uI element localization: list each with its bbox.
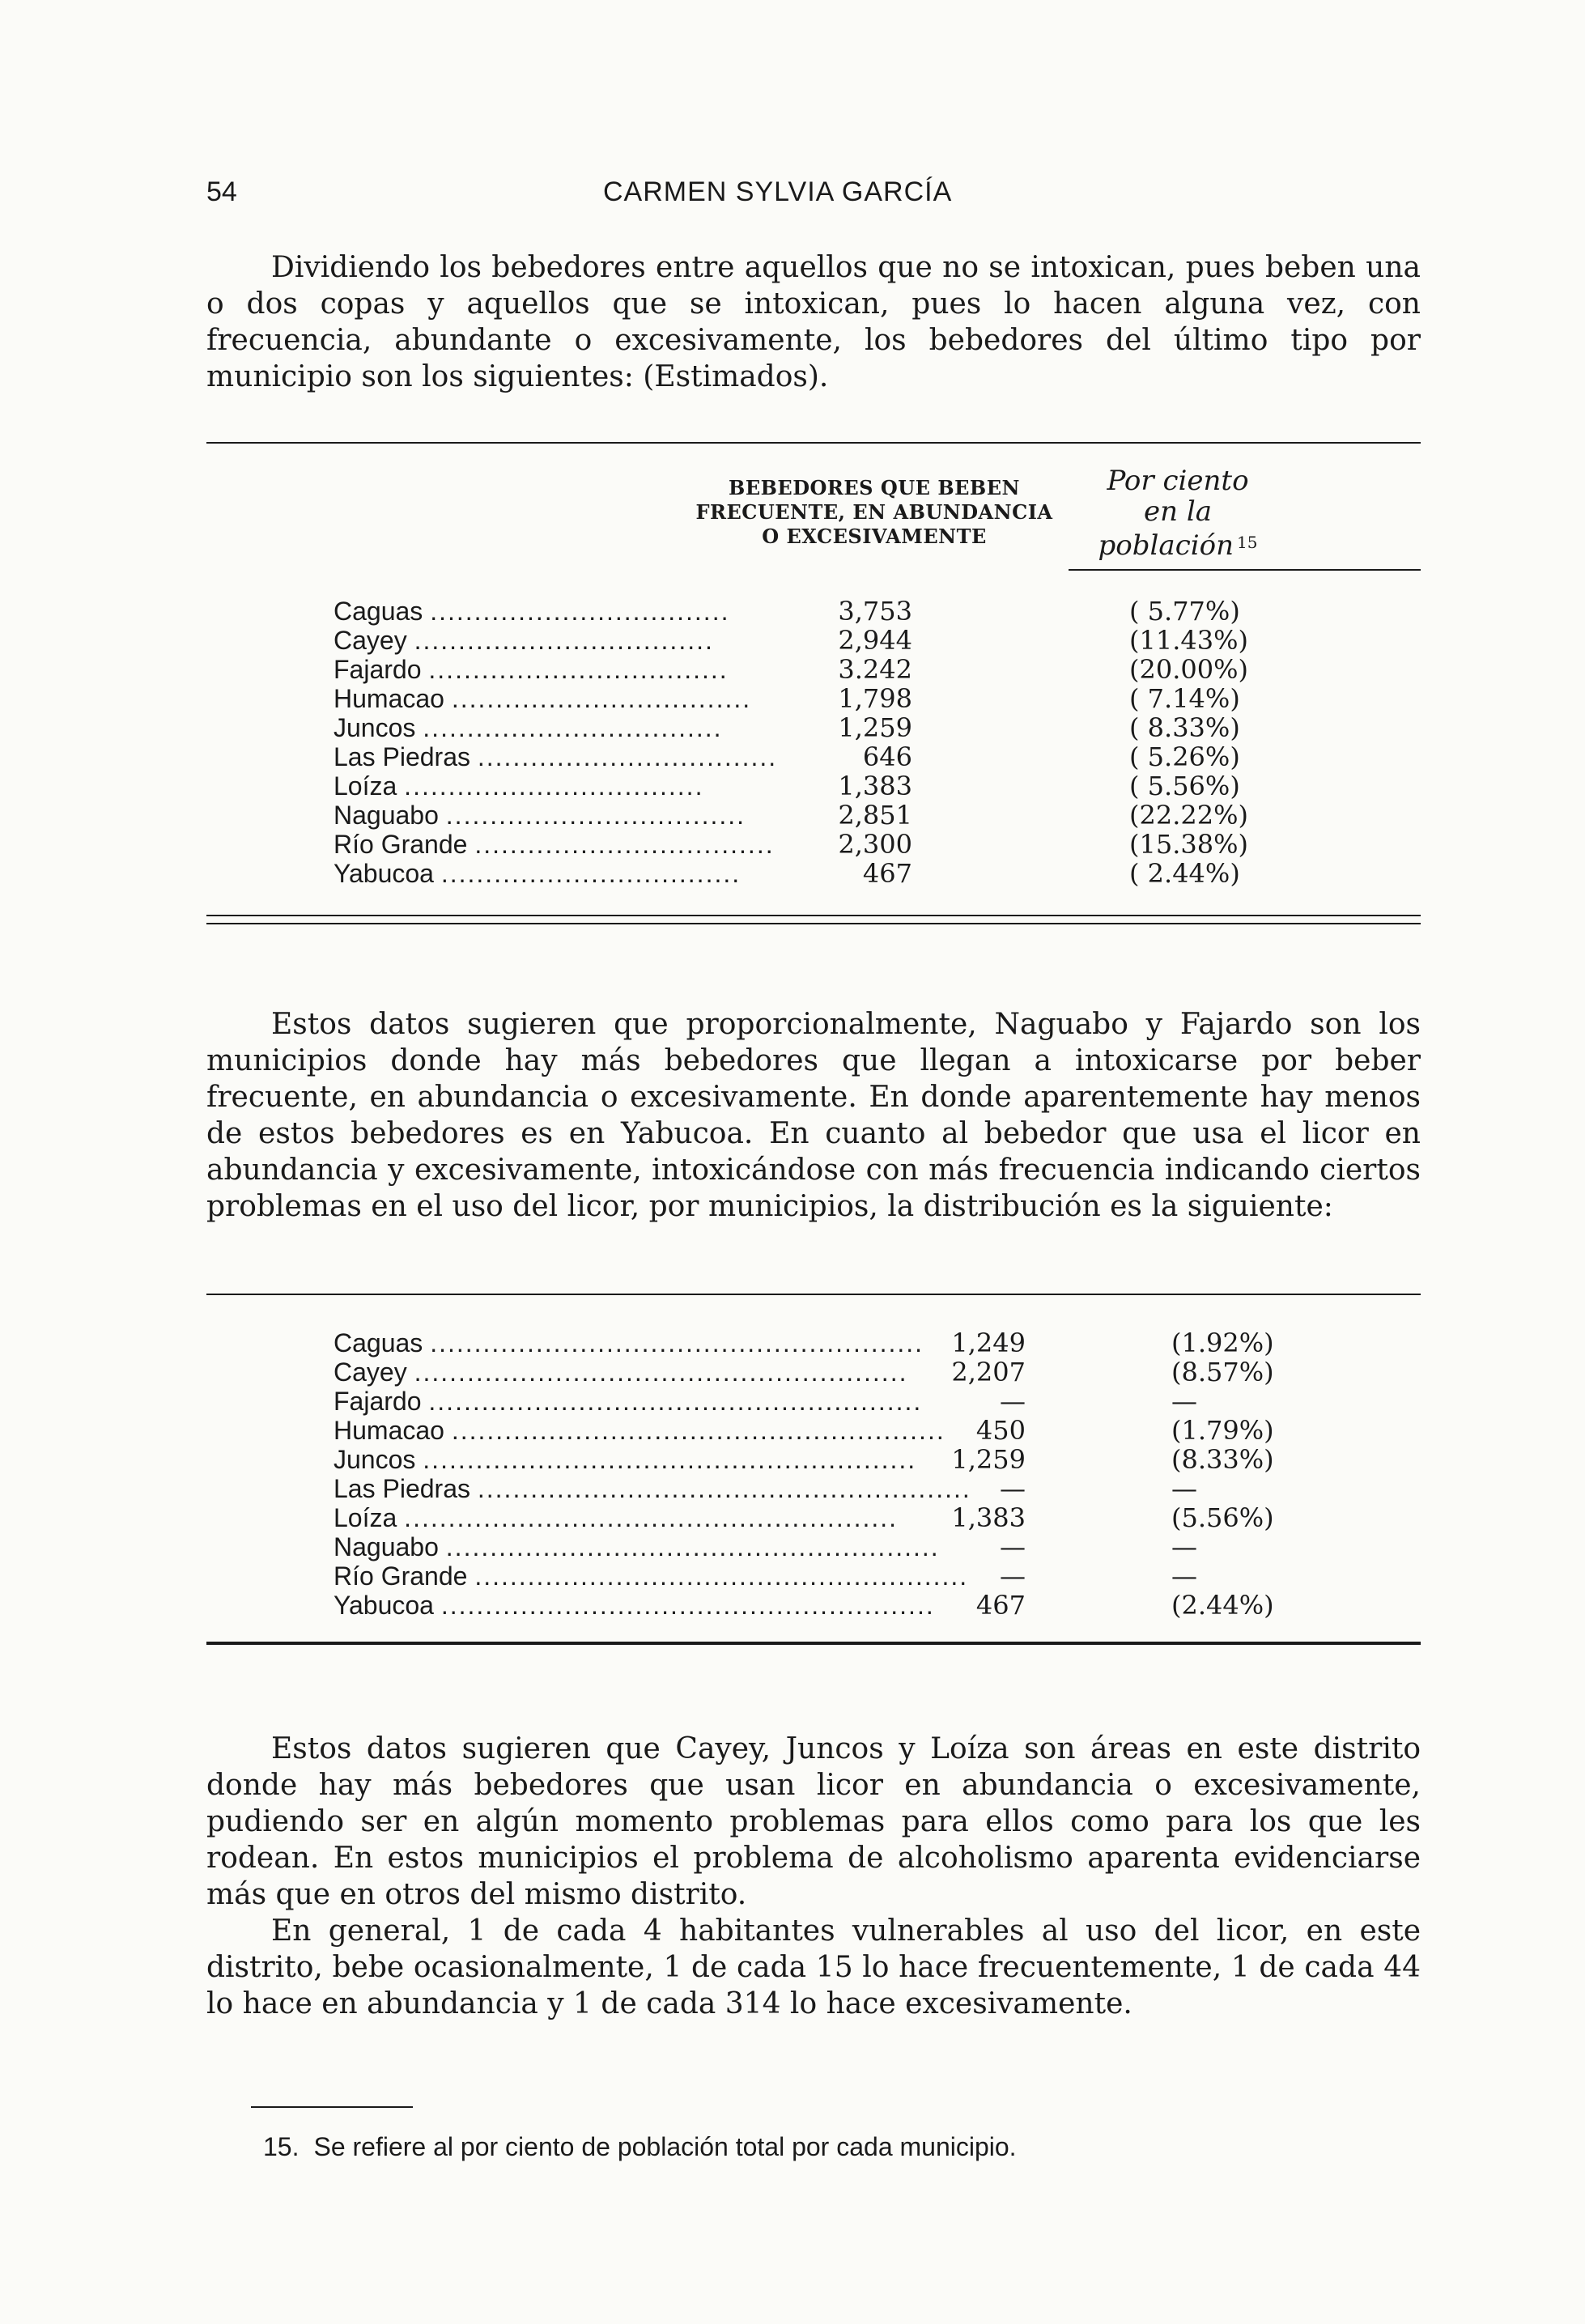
population-percent: (1.79%) xyxy=(1171,1415,1274,1446)
table1-col-percent-header xyxy=(1069,465,1287,561)
municipality-name: Naguabo ........................................................ xyxy=(334,1532,940,1561)
municipality-name: Río Grande .................................. xyxy=(334,830,775,859)
population-percent: ( 5.56%) xyxy=(1129,771,1240,801)
drinker-count: 3,753 xyxy=(838,596,912,627)
population-percent: — xyxy=(1171,1386,1197,1417)
footnote xyxy=(263,2131,1017,2163)
municipality-name: Humacao ........................................................ xyxy=(334,1416,945,1445)
municipality-name: Loíza .................................. xyxy=(334,771,704,801)
table2-top-rule xyxy=(206,1294,1421,1295)
paragraph-analysis-1: Estos datos sugieren que proporcionalmente, Naguabo y Fajardo son los municipios donde hay más bebedores que llegan a intoxicarse por beber frecuente, en abundancia o excesivamente. En donde aparentemente hay menos de estos bebedores es en Yabucoa. En cuanto al bebedor que usa el licor en abundancia y excesivamente, intoxicándose con más frecuencia indicando ciertos problemas en el uso del licor, por municipios, la distribución es la siguiente: xyxy=(206,1008,1421,1223)
population-percent: (2.44%) xyxy=(1171,1590,1274,1621)
paragraph-intro: Dividiendo los bebedores entre aquellos que no se intoxican, pues beben una o dos copas y aquellos que se intoxican, pues lo hacen alguna vez, con frecuencia, abundante o excesivamente, los bebedores del último tipo por municipio son los siguientes: (Estimados). xyxy=(206,251,1421,393)
drinker-count: — xyxy=(1000,1386,1026,1417)
footnote-text: Se refiere al por ciento de población total por cada municipio. xyxy=(313,2132,1017,2161)
population-percent: — xyxy=(1171,1561,1197,1591)
drinker-count: 2,207 xyxy=(951,1357,1026,1387)
municipality-name: Las Piedras .................................. xyxy=(334,742,778,771)
population-percent: ( 8.33%) xyxy=(1129,712,1240,743)
drinker-count: 1,383 xyxy=(951,1502,1026,1533)
drinker-count: 2,300 xyxy=(838,829,912,860)
drinker-count: 2,944 xyxy=(838,625,912,656)
drinker-count: 1,259 xyxy=(951,1444,1026,1475)
population-percent: — xyxy=(1171,1532,1197,1562)
municipality-name: Juncos .................................. xyxy=(334,713,723,742)
table2-bottom-rule xyxy=(206,1642,1421,1645)
running-head: CARMEN SYLVIA GARCÍA xyxy=(603,176,953,207)
population-percent: (15.38%) xyxy=(1129,829,1248,860)
municipality-name: Yabucoa ........................................................ xyxy=(334,1591,935,1620)
population-percent: (20.00%) xyxy=(1129,654,1248,685)
population-percent: (1.92%) xyxy=(1171,1328,1274,1358)
municipality-name: Naguabo .................................. xyxy=(334,801,746,830)
municipality-name: Juncos ........................................................ xyxy=(334,1445,917,1474)
population-percent: (11.43%) xyxy=(1129,625,1248,656)
municipality-name: Cayey ........................................................ xyxy=(334,1357,908,1387)
drinker-count: 450 xyxy=(975,1415,1026,1446)
table1-col-percent-header-line1: Por ciento xyxy=(1107,465,1249,497)
paragraph-analysis-2: Estos datos sugieren que Cayey, Juncos y Loíza son áreas en este distrito donde hay más bebedores que usan licor en abundancia o excesivamente, pudiendo ser en algún momento problemas para ellos como para los que les rodean. En estos municipios el problema de alcoholismo aparenta evidenciarse más que en otros del mismo distrito. xyxy=(206,1732,1421,1911)
table1-top-rule xyxy=(206,442,1421,444)
population-percent: (5.56%) xyxy=(1171,1502,1274,1533)
table1-col-percent-header-line3 xyxy=(1069,527,1287,561)
municipality-name: Cayey .................................. xyxy=(334,626,714,655)
population-percent: (8.57%) xyxy=(1171,1357,1274,1387)
page-number: 54 xyxy=(206,176,237,207)
table1-col-percent-header-line2: en la xyxy=(1144,495,1212,528)
municipality-name: Caguas ........................................................ xyxy=(334,1328,924,1357)
municipality-name: Loíza ........................................................ xyxy=(334,1503,899,1532)
drinker-count: 2,851 xyxy=(838,800,912,831)
municipality-name: Caguas .................................. xyxy=(334,597,730,626)
footnote-ref-15: 15 xyxy=(1236,533,1258,552)
table1-bottom-rule-2 xyxy=(206,923,1421,924)
municipality-name: Yabucoa .................................. xyxy=(334,859,742,888)
drinker-count: 1,259 xyxy=(838,712,912,743)
table1-col-percent-header-word: población xyxy=(1098,529,1234,562)
population-percent: ( 5.26%) xyxy=(1129,741,1240,772)
drinker-count: 646 xyxy=(862,741,912,772)
municipality-name: Río Grande ........................................................ xyxy=(334,1561,969,1591)
page-header xyxy=(206,176,1421,217)
drinker-count: 3.242 xyxy=(838,654,912,685)
table1-col-drinkers-header-line1: BEBEDORES QUE BEBEN xyxy=(729,476,1020,499)
paragraph-summary: En general, 1 de cada 4 habitantes vulnerables al uso del licor, en este distrito, bebe ocasionalmente, 1 de cada 15 lo hace frecuentemente, 1 de cada 44 lo hace en abundancia y 1 de cada 314 lo hace excesivamente. xyxy=(206,1914,1421,2020)
drinker-count: 467 xyxy=(862,858,912,889)
drinker-count: — xyxy=(1000,1532,1026,1562)
table1-col-drinkers-header-line3: O EXCESIVAMENTE xyxy=(762,525,987,548)
population-percent: ( 7.14%) xyxy=(1129,683,1240,714)
footnote-rule xyxy=(251,2106,413,2108)
population-percent: — xyxy=(1171,1473,1197,1504)
municipality-name: Fajardo ........................................................ xyxy=(334,1387,923,1416)
drinker-count: 1,249 xyxy=(951,1328,1026,1358)
table1-bottom-rule xyxy=(206,915,1421,916)
municipality-name: Humacao .................................. xyxy=(334,684,752,713)
municipality-name: Las Piedras ........................................................ xyxy=(334,1474,971,1503)
drinker-count: — xyxy=(1000,1473,1026,1504)
table1-col-drinkers-header xyxy=(664,476,1085,549)
footnote-number: 15. xyxy=(263,2132,300,2161)
population-percent: ( 2.44%) xyxy=(1129,858,1240,889)
drinker-count: 1,798 xyxy=(838,683,912,714)
population-percent: (8.33%) xyxy=(1171,1444,1274,1475)
drinker-count: 1,383 xyxy=(838,771,912,801)
population-percent: (22.22%) xyxy=(1129,800,1248,831)
table1-col-drinkers-header-line2: FRECUENTE, EN ABUNDANCIA xyxy=(695,500,1053,524)
municipality-name: Fajardo .................................. xyxy=(334,655,729,684)
table1-header-rule xyxy=(1069,569,1421,571)
population-percent: ( 5.77%) xyxy=(1129,596,1240,627)
drinker-count: — xyxy=(1000,1561,1026,1591)
drinker-count: 467 xyxy=(975,1590,1026,1621)
